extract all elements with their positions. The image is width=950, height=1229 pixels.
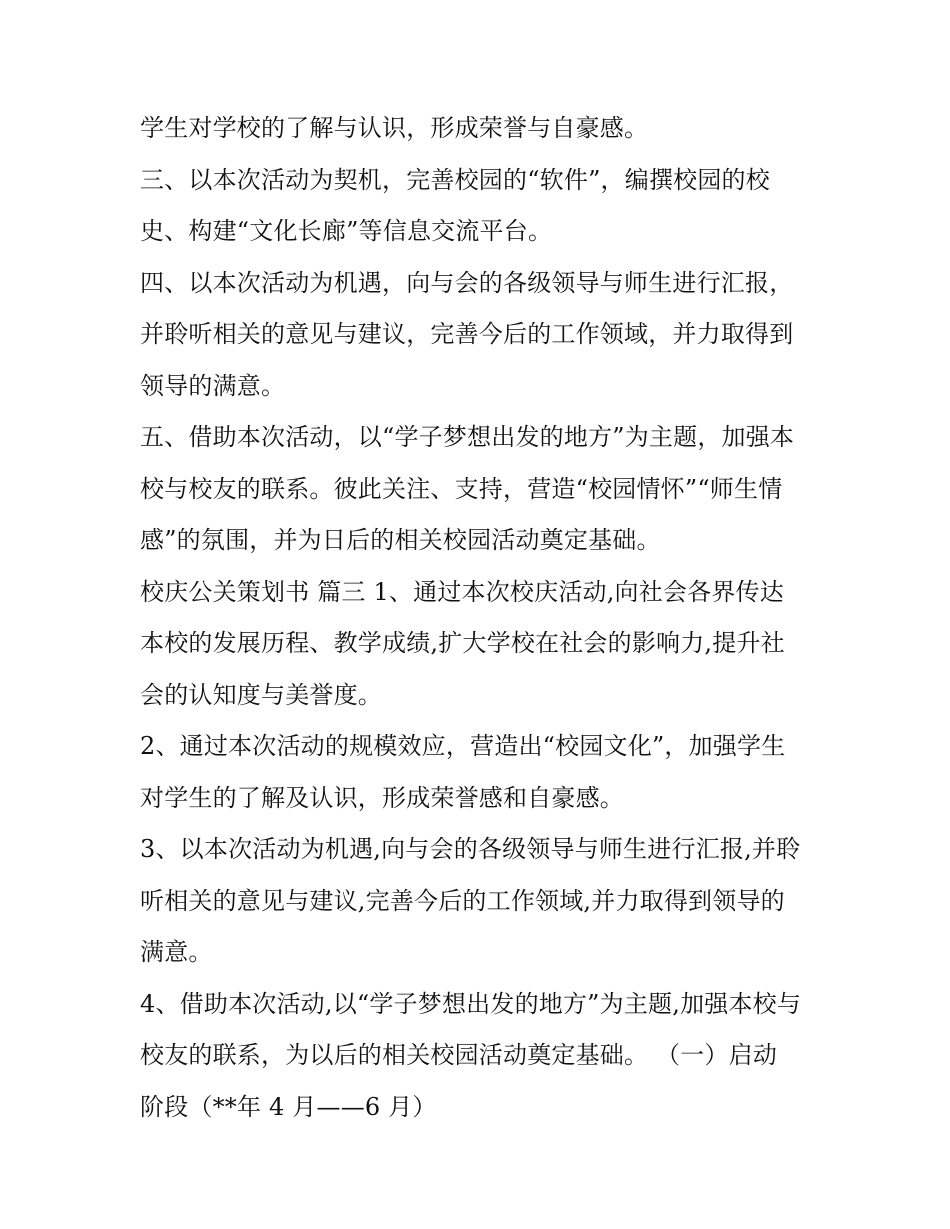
text-line: 领导的满意。 [140, 371, 286, 400]
text-line: 五、借助本次活动，以“学子梦想出发的地方”为主题，加强本 [140, 423, 795, 451]
text-line: 三、以本次活动为契机，完善校园的“软件”，编撰校园的校 [140, 165, 770, 194]
text-line: 校友的联系，为以后的相关校园活动奠定基础。 （一）启动 [140, 1041, 778, 1069]
text-line: 并聆听相关的意见与建议，完善今后的工作领域，并力取得到 [140, 320, 794, 348]
text-line: 感”的氛围，并为日后的相关校园活动奠定基础。 [140, 526, 661, 554]
text-line: 校与校友的联系。彼此关注、支持，营造“校园情怀”“师生情 [140, 474, 783, 503]
text-line: 史、构建“文化长廊”等信息交流平台。 [140, 217, 553, 245]
text-line: 听相关的意见与建议,完善今后的工作领域,并力取得到领导的 [140, 886, 785, 915]
text-line: 本校的发展历程、教学成绩,扩大学校在社会的影响力,提升社 [140, 629, 785, 657]
text-line: 对学生的了解及认识，形成荣誉感和自豪感。 [140, 783, 624, 812]
text-line: 2、通过本次活动的规模效应，营造出“校园文化”，加强学生 [140, 732, 786, 760]
text-line: 会的认知度与美誉度。 [140, 680, 382, 709]
document-body [140, 108, 820, 1138]
text-line: 4、借助本次活动,以“学子梦想出发的地方”为主题,加强本校与 [140, 989, 802, 1018]
text-line: 满意。 [140, 938, 213, 966]
text-line: 阶段（**年 4 月——6 月） [140, 1092, 437, 1121]
text-line: 四、以本次活动为机遇，向与会的各级领导与师生进行汇报， [140, 268, 794, 297]
text-line: 学生对学校的了解与认识，形成荣誉与自豪感。 [140, 114, 649, 142]
text-line: 校庆公关策划书 篇三 1、通过本次校庆活动,向社会各界传达 [140, 577, 784, 606]
text-line: 3、以本次活动为机遇,向与会的各级领导与师生进行汇报,并聆 [140, 835, 801, 863]
